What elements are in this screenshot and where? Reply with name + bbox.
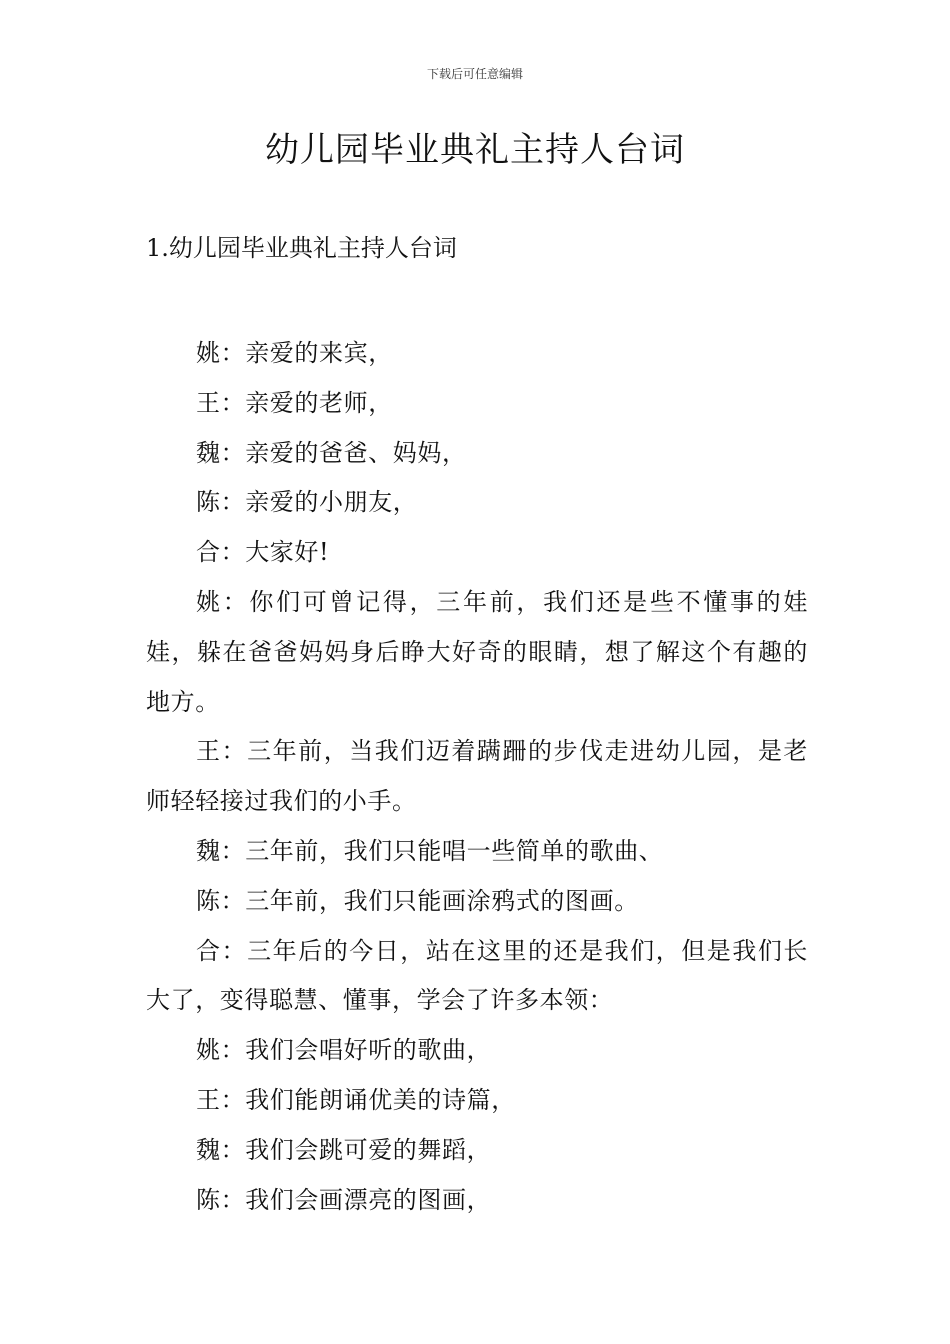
dialogue-line: 陈：亲爱的小朋友， bbox=[196, 488, 418, 517]
dialogue-line: 姚：我们会唱好听的歌曲， bbox=[196, 1036, 492, 1065]
dialogue-line: 魏：三年前，我们只能唱一些简单的歌曲、 bbox=[196, 836, 664, 865]
dialogue-line: 陈：三年前，我们只能画涂鸦式的图画。 bbox=[196, 886, 639, 915]
dialogue-line: 王：亲爱的老师， bbox=[196, 388, 393, 417]
dialogue-line: 魏：亲爱的爸爸、妈妈， bbox=[196, 438, 467, 467]
section-heading: 1.幼儿园毕业典礼主持人台词 bbox=[146, 234, 457, 262]
dialogue-line: 姚：你们可曾记得，三年前，我们还是些不懂事的娃娃，躲在爸爸妈妈身后睁大好奇的眼睛，想了解这个有趣的地方。 bbox=[146, 587, 808, 716]
dialogue-line: 魏：我们会跳可爱的舞蹈， bbox=[196, 1135, 492, 1164]
dialogue-line: 姚：亲爱的来宾， bbox=[196, 339, 393, 367]
document-title: 幼儿园毕业典礼主持人台词 bbox=[265, 130, 685, 170]
header-note: 下载后可任意编辑 bbox=[426, 67, 523, 81]
dialogue-line: 合：大家好! bbox=[196, 538, 330, 567]
dialogue-line: 陈：我们会画漂亮的图画， bbox=[196, 1185, 492, 1214]
dialogue-line: 王：我们能朗诵优美的诗篇， bbox=[196, 1085, 516, 1114]
dialogue-line: 王：三年前，当我们迈着蹒跚的步伐走进幼儿园，是老师轻轻接过我们的小手。 bbox=[146, 737, 808, 816]
dialogue-body bbox=[146, 329, 808, 1225]
dialogue-line: 合：三年后的今日，站在这里的还是我们，但是我们长大了，变得聪慧、懂事，学会了许多本领： bbox=[146, 936, 808, 1015]
